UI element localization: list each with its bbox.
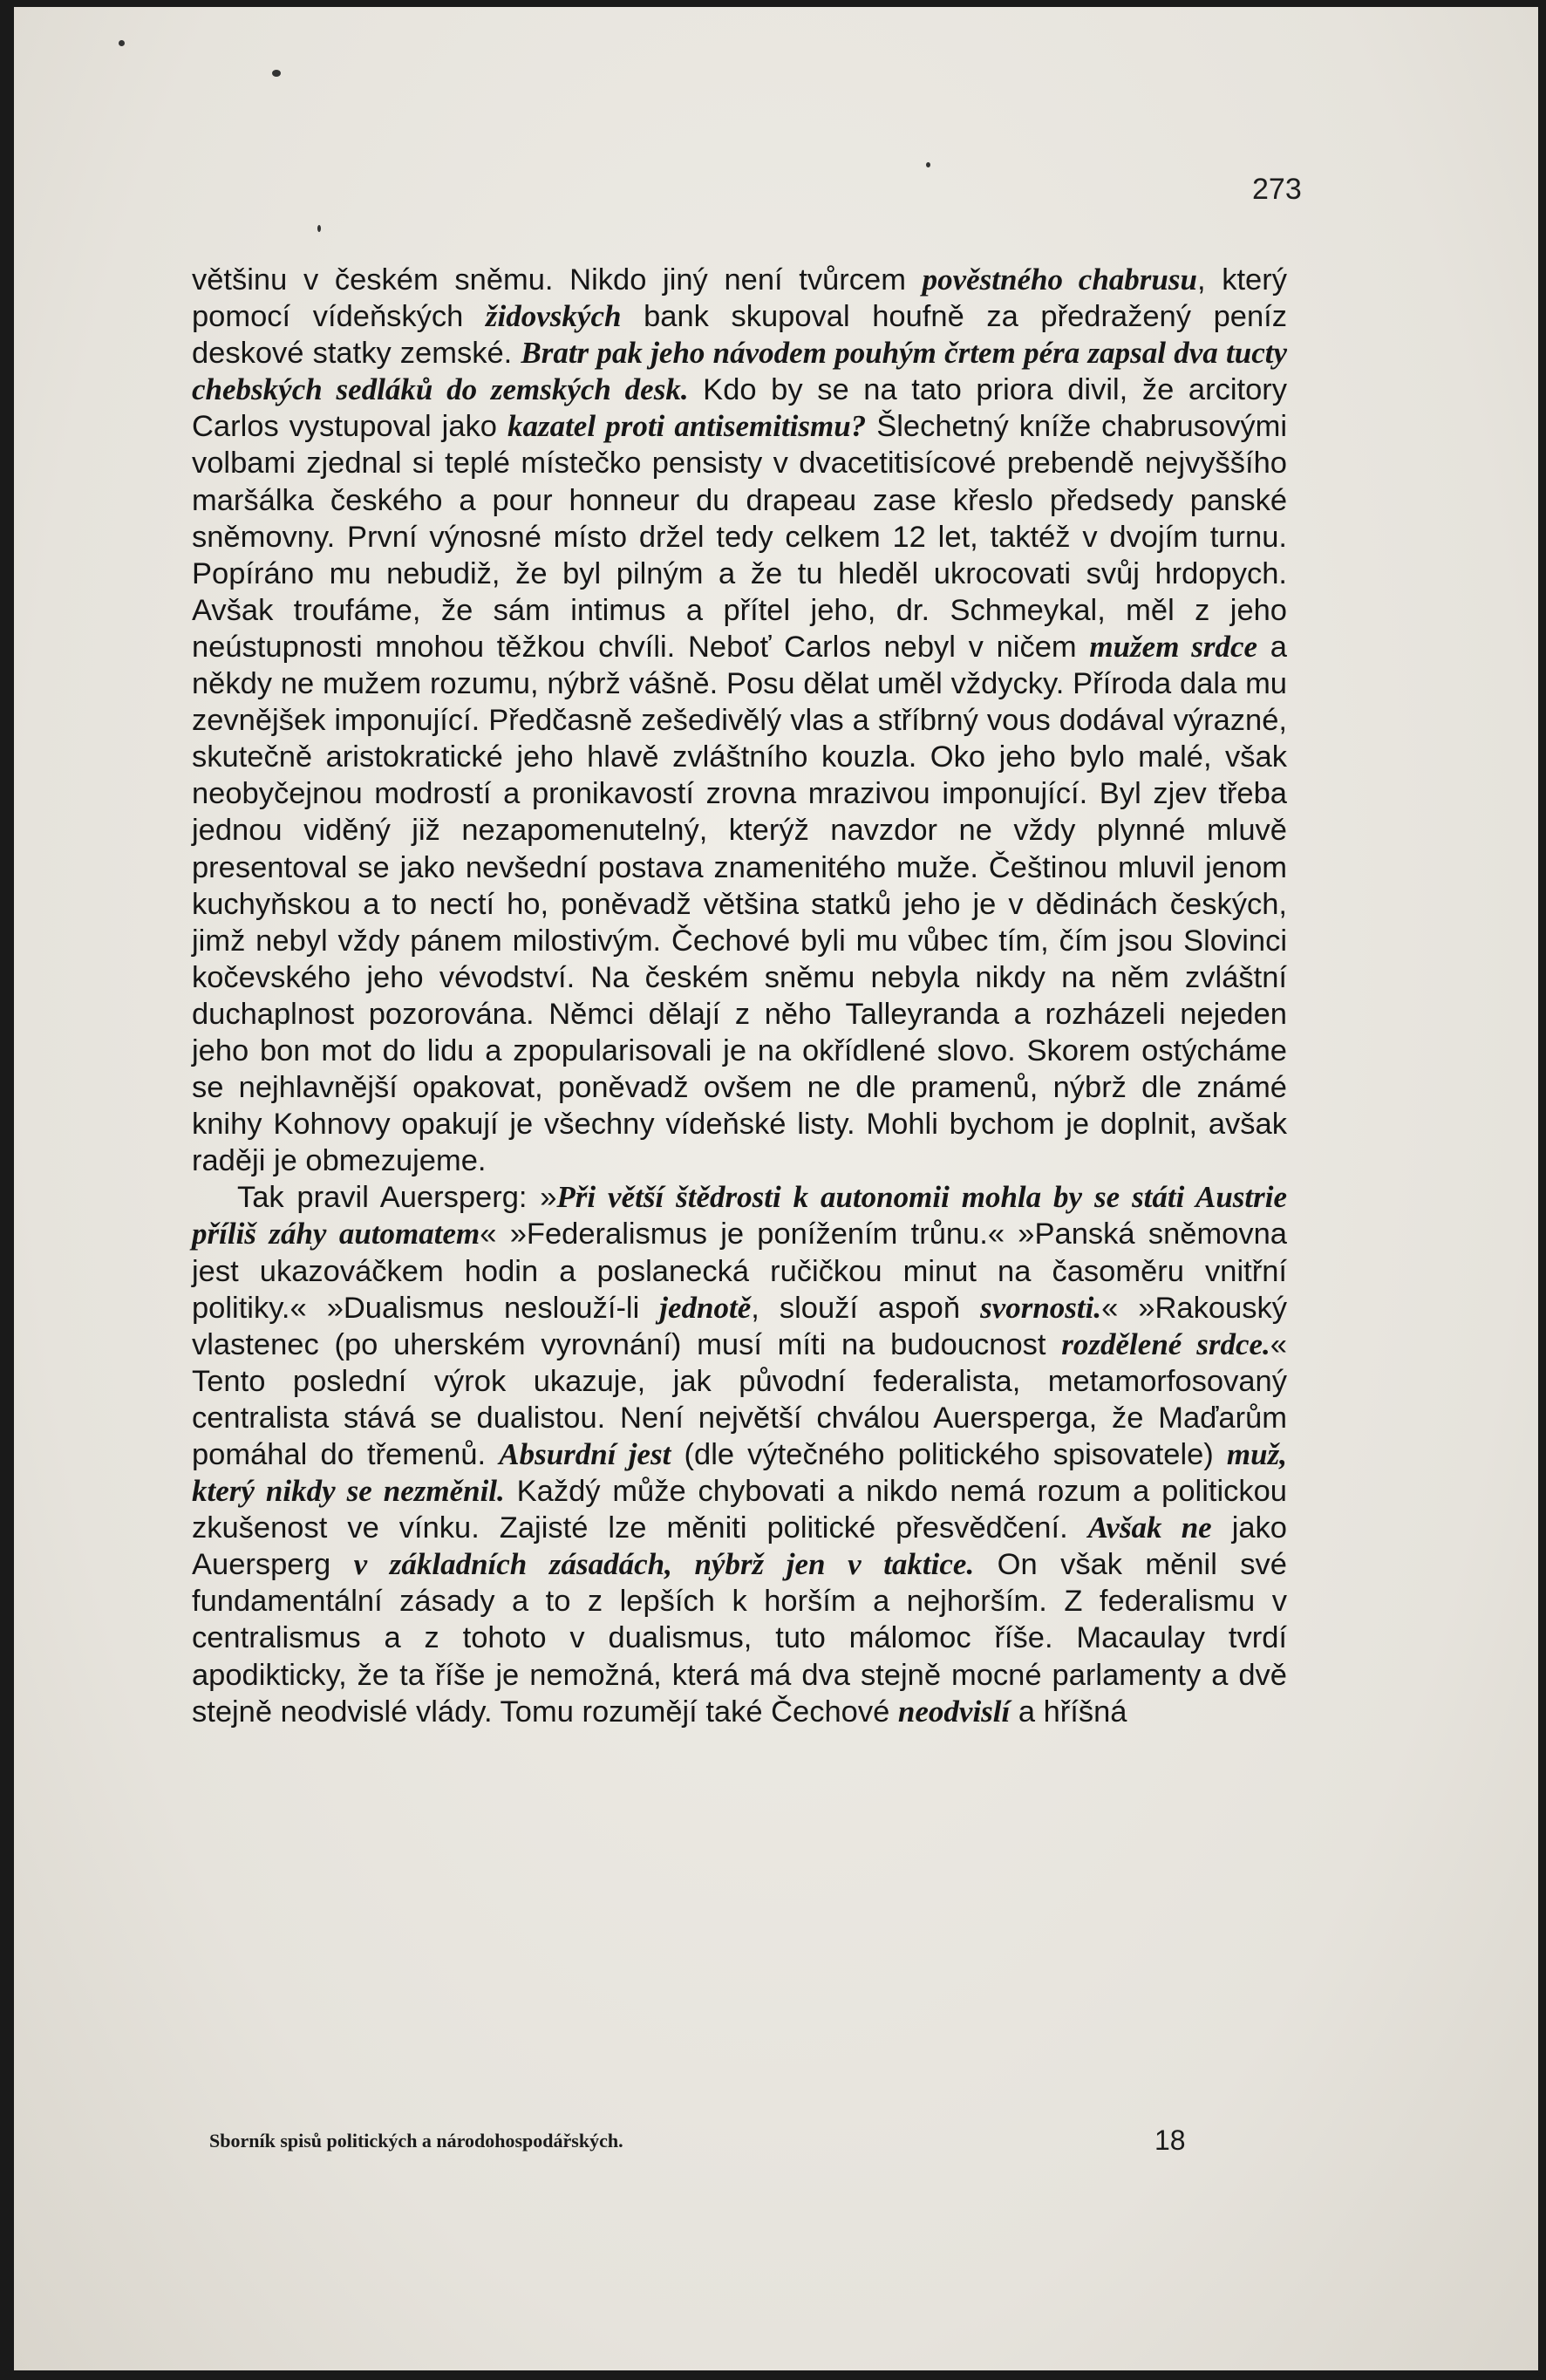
book-page — [14, 7, 1538, 2370]
dust-speck — [119, 40, 125, 46]
text-run: Kdo by se na tato priora divil, že arcitory Carlos vystupoval jako — [192, 373, 1287, 444]
emphasized-text: neodvislí — [897, 1694, 1011, 1729]
emphasized-text: pověstného chabrusu — [922, 263, 1197, 297]
text-run: On však měnil své fundamentální zásady a to z lepších k horším a nejhorším. Z federalismu v centralismus a z tohoto v dualismus, tuto málomoc říše. Macaulay tvrdí apodikticky, že ta říše je nemožná, která má dva stejně mocné parlamenty a dvě stejně neodvislé vlády. Tomu rozumějí také Čechové — [192, 1548, 1287, 1729]
signature-mark: 18 — [1154, 2124, 1186, 2156]
emphasized-text: jednotě — [659, 1290, 752, 1325]
text-run: « »Rakouský vlastenec (po uherském vyrovnání) musí míti na budoucnost — [192, 1291, 1287, 1361]
text-run: , který pomocí vídeňských — [192, 263, 1287, 334]
text-run: Tak pravil Auersperg: » — [237, 1181, 557, 1215]
text-run: a hříšná — [1010, 1695, 1127, 1729]
emphasized-text: Bratr pak jeho návodem pouhým črtem péra zapsal dva tucty chebských sedláků do zemských desk. — [192, 336, 1287, 407]
text-run: bank skupoval houfně za předražený peníz deskové statky zemské. — [192, 300, 1287, 371]
emphasized-text: kazatel proti antisemitismu? — [507, 409, 867, 444]
dust-speck — [317, 225, 321, 232]
text-run: , slouží aspoň — [751, 1291, 981, 1325]
paragraph — [192, 1179, 1287, 1729]
text-run: a někdy ne mužem rozumu, nýbrž vášně. Posu dělat uměl vždycky. Příroda dala mu zevnějšek imponující. Předčasně zešedivělý vlas a stříbrný vous dodával výrazné, skutečně aristokratické jeho hlavě zvláštního kouzla. Oko jeho bylo malé, však neobyčejnou modrostí a pronikavostí zrovna mrazivou imponující. Byl zjev třeba jednou viděný již nezapomenutelný, kterýž navzdor ne vždy plynné mluvě presentoval se jako nevšední postava znamenitého muže. Češtinou mluvil jenom kuchyňskou a to nectí ho, poněvadž většina statků jeho je v dědinách českých, jimž nebyl vždy pánem milostivým. Čechové byli mu vůbec tím, čím jsou Slovinci kočevského jeho vévodství. Na českém sněmu nebyla nikdy na něm zvláštní duchaplnost pozorována. Němci dělají z něho Talleyranda a rozházeli nejeden jeho bon mot do lidu a zpopularisovali je na okřídlené slovo. Skorem ostýcháme se nejhlavnější opakovat, poněvadž ovšem ne dle pramenů, nýbrž dle známé knihy Kohnovy opakují je všechny vídeňské listy. Mohli bychom je doplnit, avšak raději je obmezujeme. — [192, 630, 1287, 1178]
text-run: většinu v českém sněmu. Nikdo jiný není tvůrcem — [192, 263, 923, 297]
text-run: (dle výtečného politického spisovatele) — [671, 1438, 1227, 1471]
emphasized-text: muž, který nikdy se nezměnil. — [192, 1437, 1287, 1509]
text-run: « »Federalismus je ponížením trůnu.« »Panská sněmovna jest ukazováčkem hodin a poslanecká ručičkou minut na časoměru vnitřní politiky.« »Dualismus neslouží-li — [192, 1217, 1287, 1325]
page-number: 273 — [1252, 173, 1302, 206]
emphasized-text: židovských — [485, 299, 622, 334]
emphasized-text: svornosti. — [980, 1290, 1102, 1325]
text-run: Šlechetný kníže chabrusovými volbami zjednal si teplé místečko pensisty v dvacetitisícové prebendě nejvyššího maršálka českého a pour honneur du drapeau zase křeslo předsedy panské sněmovny. První výnosné místo držel tedy celkem 12 let, taktéž v dvojím turnu. Popíráno mu nebudiž, že byl pilným a že tu hleděl ukrocovati svůj hrdopych. Avšak troufáme, že sám intimus a přítel jeho, dr. Schmeykal, měl z jeho neústupnosti mnohou těžkou chvíli. Neboť Carlos nebyl v ničem — [192, 410, 1287, 664]
paragraph — [192, 262, 1287, 1179]
footer-source: Sborník spisů politických a národohospodářských. — [209, 2130, 623, 2152]
emphasized-text: v základních zásadách, nýbrž jen v taktice. — [353, 1547, 975, 1582]
emphasized-text: Avšak ne — [1087, 1511, 1212, 1545]
emphasized-text: Při větší štědrosti k autonomii mohla by se státi Austrie příliš záhy automatem — [192, 1180, 1288, 1251]
text-run: jako Auersperg — [192, 1511, 1287, 1582]
text-run: « Tento poslední výrok ukazuje, jak původní federalista, metamorfosovaný centralista stává se dualistou. Není největší chválou Auersperga, že Maďarům pomáhal do třemenů. — [192, 1327, 1287, 1471]
emphasized-text: mužem srdce — [1089, 629, 1258, 664]
page-footer — [192, 2124, 1287, 2163]
dust-speck — [926, 162, 930, 167]
body-text — [192, 262, 1287, 1730]
text-run: Každý může chybovati a nikdo nemá rozum a politickou zkušenost ve vínku. Zajisté lze měniti politické přesvědčení. — [192, 1475, 1287, 1545]
emphasized-text: rozdělené srdce. — [1061, 1326, 1270, 1361]
emphasized-text: Absurdní jest — [499, 1437, 671, 1471]
dust-speck — [272, 70, 281, 77]
